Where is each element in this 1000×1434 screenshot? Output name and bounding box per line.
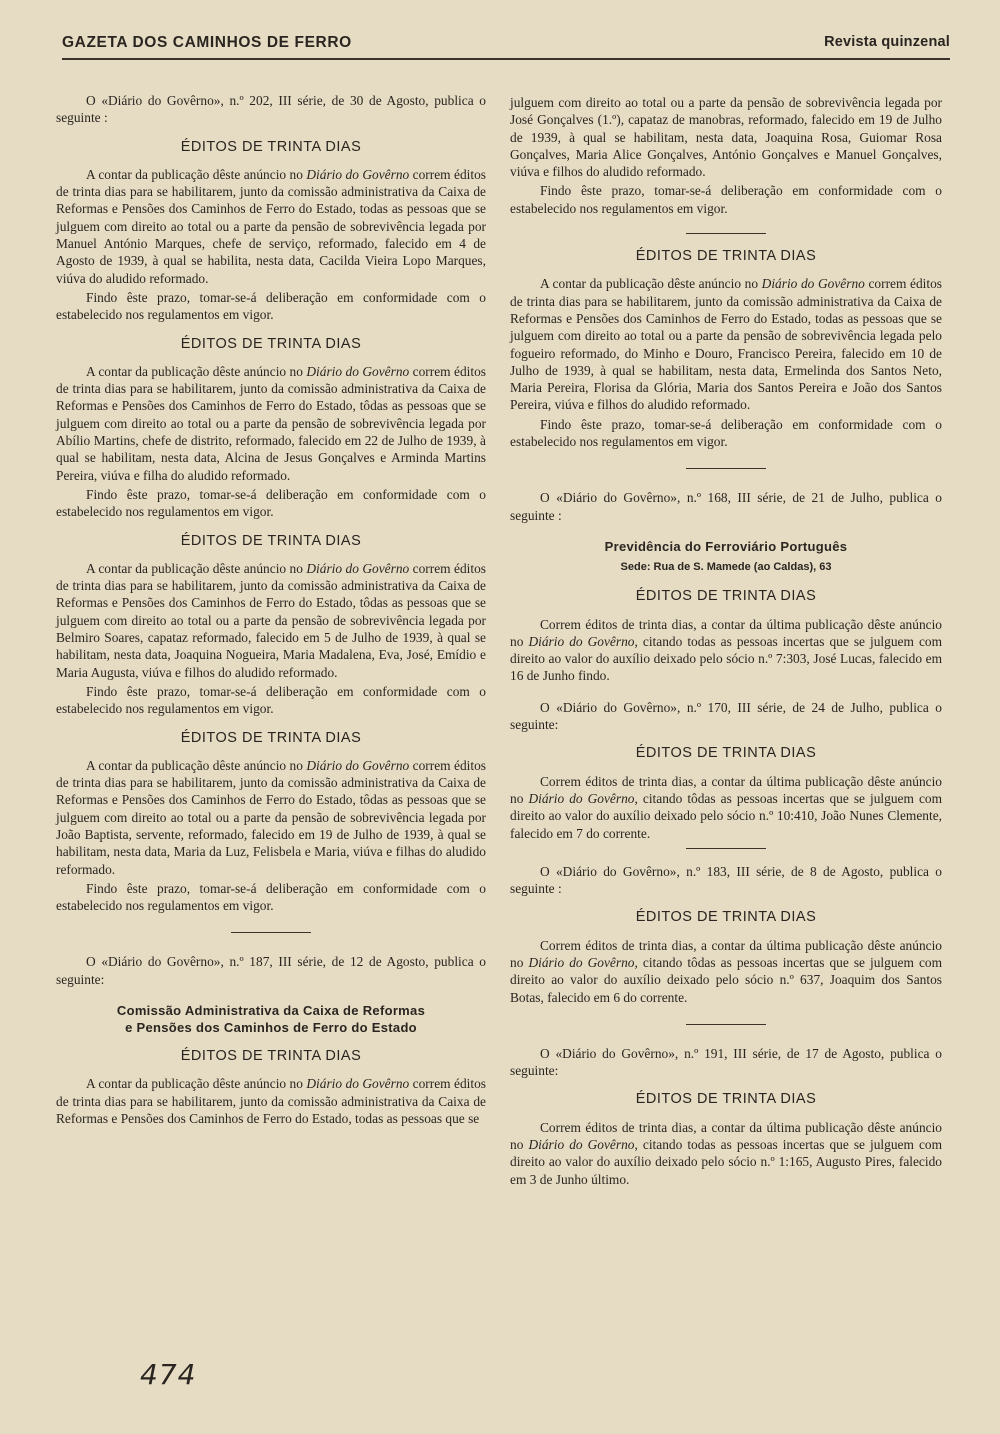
- running-header: [62, 34, 950, 60]
- notice-closing: Findo êste prazo, tomar-se-á deliberação em conformidade com o estabelecido nos regulamentos em vigor.: [56, 683, 486, 717]
- separator-rule: [686, 233, 766, 234]
- organization-title: Previdência do Ferroviário Português: [604, 538, 848, 554]
- notice-body: A contar da publicação dêste anúncio no Diário do Govêrno correm éditos de trinta dias para se habilitarem, junto da comissão administrativa da Caixa de Reformas e Pensões dos Caminhos de Ferro do Estado, tôdas as pessoas que se julguem com direito ao total ou a parte da pensão de sobrevivência legada por Abílio Martins, chefe de distrito, reformado, falecido em 22 de Julho de 1939, à qual se habilitam, nesta data, Alcina de Jesus Gonçalves e Arminda Martins Pereira, viúva e filha do aludido reformado.: [56, 363, 486, 483]
- notice-title: ÉDITOS DE TRINTA DIAS: [180, 335, 362, 352]
- issue-intro-170: O «Diário do Govêrno», n.º 170, III série, de 24 de Julho, publica o seguinte:: [510, 699, 942, 733]
- left-column: [56, 92, 486, 1127]
- publication-subtitle: Revista quinzenal: [824, 34, 950, 50]
- notice-body: Correm éditos de trinta dias, a contar da última publicação dêste anúncio no Diário do Govêrno, citando tôdas as pessoas incertas que se julguem com direito ao valor do auxílio deixado pelo sócio n.º 637, Joaquim dos Santos Botas, falecido em 6 do corrente.: [510, 937, 942, 1005]
- notice-body: A contar da publicação dêste anúncio no Diário do Govêrno correm éditos de trinta dias para se habilitarem, junto da comissão administrativa da Caixa de Reformas e Pensões dos Caminhos de Ferro do Estado, tôdas as pessoas que se julguem com direito ao total ou a parte da pensão de sobrevivência legada por Belmiro Soares, capataz reformado, falecido em 5 de Julho de 1939, à qual se habilitam, nesta data, Joaquina Nogueira, Maria Madalena, Eva, José, Emídio e Maria Augusta, viúva e filhos do aludido reformado.: [56, 560, 486, 680]
- notice-title: ÉDITOS DE TRINTA DIAS: [180, 1048, 362, 1065]
- notice-title: ÉDITOS DE TRINTA DIAS: [635, 588, 817, 605]
- notice-body: A contar da publicação dêste anúncio no Diário do Govêrno correm éditos de trinta dias para se habilitarem, junto da comissão administrativa da Caixa de Reformas e Pensões dos Caminhos de Ferro do Estado, todas as pessoas que se: [56, 1076, 486, 1126]
- separator-rule: [686, 1024, 766, 1025]
- notice-body: Correm éditos de trinta dias, a contar da última publicação dêste anúncio no Diário do Govêrno, citando todas as pessoas incertas que se julguem com direito ao valor do auxílio deixado pelo sócio n.º 1:165, Augusto Pires, falecido em 3 de Junho último.: [510, 1119, 942, 1187]
- notice-body: A contar da publicação dêste anúncio no Diário do Govêrno correm éditos de trinta dias para se habilitarem, junto da comissão administrativa da Caixa de Reformas e Pensões dos Caminhos de Ferro do Estado, todas as pessoas que se julguem com direito ao total ou a parte da pensão de sobrevivência legada pelo fogueiro reformado, do Minho e Douro, Francisco Pereira, falecido em 10 de Julho de 1939, à qual se habilitam, nesta data, Ermelinda dos Santos Neto, Maria Pereira, Florisa da Glória, Maria dos Santos Pereira e João dos Santos Pereira, viúva e filhos do aludido reformado.: [510, 276, 942, 413]
- notice-body: Correm éditos de trinta dias, a contar da última publicação dêste anúncio no Diário do Govêrno, citando todas as pessoas incertas que se julguem com direito ao valor do auxílio deixado pelo sócio n.º 7:303, José Lucas, falecido em 16 de Junho findo.: [510, 616, 942, 684]
- publication-title: GAZETA DOS CAMINHOS DE FERRO: [62, 34, 352, 51]
- notice-closing: Findo êste prazo, tomar-se-á deliberação em conformidade com o estabelecido nos regulamentos em vigor.: [56, 880, 486, 914]
- notice-closing: Findo êste prazo, tomar-se-á deliberação em conformidade com o estabelecido nos regulamentos em vigor.: [510, 183, 942, 216]
- notice-body: A contar da publicação dêste anúncio no Diário do Govêrno correm éditos de trinta dias para se habilitarem, junto da comissão administrativa da Caixa de Reformas e Pensões dos Caminhos de Ferro do Estado, tôdas as pessoas que se julguem com direito ao total ou a parte da pensão de sobrevivência legada por João Baptista, servente, reformado, falecido em 19 de Julho de 1939, à qual se habilitam, nesta data, Maria da Luz, Felisbela e Maria, viúva e filhas do aludido reformado.: [56, 757, 486, 877]
- issue-intro-183: O «Diário do Govêrno», n.º 183, III série, de 8 de Agosto, publica o seguinte :: [510, 863, 942, 897]
- notice-title: ÉDITOS DE TRINTA DIAS: [635, 248, 817, 265]
- issue-intro-187: O «Diário do Govêrno», n.º 187, III série, de 12 de Agosto, publica o seguinte:: [56, 954, 486, 987]
- notice-continuation: julguem com direito ao total ou a parte da pensão de sobrevivência legada por José Gonçalves (1.º), capataz de manobras, reformado, falecido em 19 de Julho de 1939, à qual se habilitam, nesta data, Joaquina Rosa, Guiomar Rosa Gonçalves, Maria Alice Gonçalves, António Gonçalves e Manuel Gonçalves, viúva e filhos do aludido reformado.: [510, 95, 942, 180]
- separator-rule: [686, 468, 766, 469]
- notice-title: ÉDITOS DE TRINTA DIAS: [635, 909, 817, 926]
- right-column: [510, 94, 942, 1188]
- notice-title: ÉDITOS DE TRINTA DIAS: [635, 1091, 817, 1108]
- notice-title: ÉDITOS DE TRINTA DIAS: [180, 532, 362, 549]
- notice-title: ÉDITOS DE TRINTA DIAS: [180, 729, 362, 746]
- notice-closing: Findo êste prazo, tomar-se-á deliberação em conformidade com o estabelecido nos regulamentos em vigor.: [56, 486, 486, 520]
- separator-rule: [686, 848, 766, 849]
- organization-address: Sede: Rua de S. Mamede (ao Caldas), 63: [620, 560, 832, 573]
- issue-intro-202: O «Diário do Govêrno», n.º 202, III série, de 30 de Agosto, publica o seguinte :: [56, 93, 486, 126]
- notice-closing: Findo êste prazo, tomar-se-á deliberação em conformidade com o estabelecido nos regulamentos em vigor.: [56, 289, 486, 323]
- notice-body: A contar da publicação dêste anúncio no Diário do Govêrno correm éditos de trinta dias para se habilitarem, junto da comissão administrativa da Caixa de Reformas e Pensões dos Caminhos de Ferro do Estado, todas as pessoas que se julguem com direito ao total ou a parte da pensão de sobrevivência legada por Manuel António Marques, chefe de serviço, reformado, falecido em 4 de Agosto de 1939, à qual se habilita, nesta data, Cacilda Vieira Lopo Marques, viúva do aludido reformado.: [56, 166, 486, 286]
- page-number: 474: [140, 1358, 197, 1391]
- notice-title: ÉDITOS DE TRINTA DIAS: [180, 138, 362, 155]
- issue-intro-168: O «Diário do Govêrno», n.º 168, III série, de 21 de Julho, publica o seguinte :: [510, 490, 942, 523]
- separator-rule: [231, 932, 311, 933]
- organization-title: Comissão Administrativa da Caixa de Reformas e Pensões dos Caminhos de Ferro do Estado: [116, 1003, 426, 1036]
- notice-title: ÉDITOS DE TRINTA DIAS: [635, 745, 817, 762]
- issue-intro-191: O «Diário do Govêrno», n.º 191, III série, de 17 de Agosto, publica o seguinte:: [510, 1045, 942, 1079]
- notice-closing: Findo êste prazo, tomar-se-á deliberação em conformidade com o estabelecido nos regulamentos em vigor.: [510, 416, 942, 450]
- notice-body: Correm éditos de trinta dias, a contar da última publicação dêste anúncio no Diário do Govêrno, citando tôdas as pessoas incertas que se julguem com direito ao valor do auxílio deixado pelo sócio n.º 10:410, João Nunes Clemente, falecido em 7 do corrente.: [510, 773, 942, 841]
